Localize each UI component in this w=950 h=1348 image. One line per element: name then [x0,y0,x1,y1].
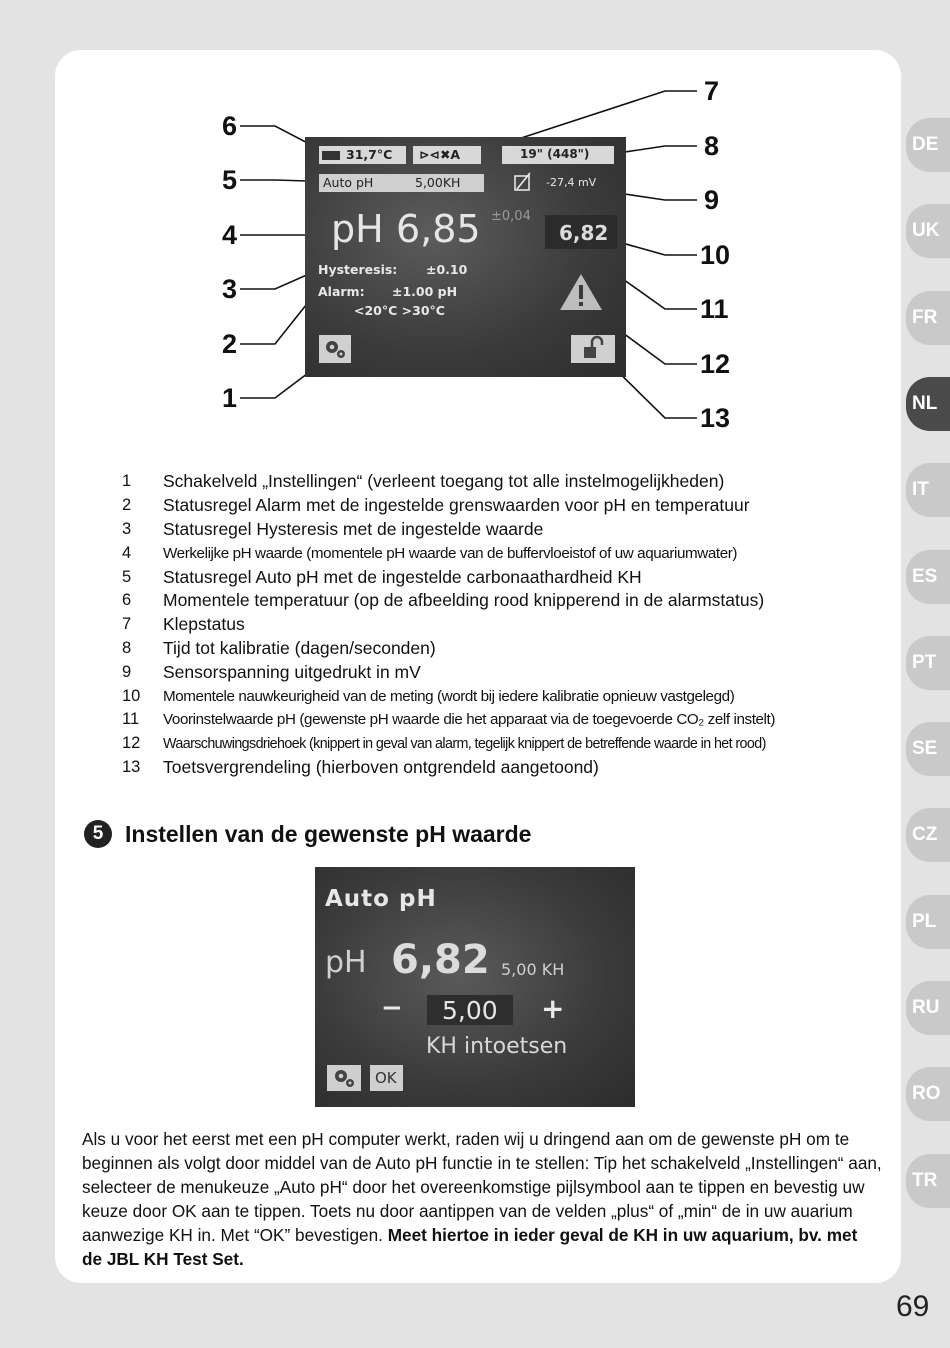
callout-3: 3 [222,274,238,304]
calibration-time: 19" (448") [502,146,614,164]
legend-number: 10 [122,686,141,705]
callout-10: 10 [700,240,731,270]
language-tab-uk[interactable]: UK [906,204,950,258]
measurement-accuracy: ±0,04 [491,209,531,224]
legend-text: Voorinstelwaarde pH (gewenste pH waarde die het apparaat via de toegevoerde CO₂ zelf instelt) [163,711,776,729]
auto-ph-status: Auto pH 5,00KH [319,174,484,192]
legend-item [122,589,882,613]
callout-9: 9 [704,185,720,215]
callout-12: 12 [700,349,731,379]
legend-text: Statusregel Hysteresis met de ingestelde waarde [163,518,544,539]
minus-button[interactable]: − [381,993,403,1023]
language-tab-ro[interactable]: RO [906,1067,950,1121]
legend-text: Tijd tot kalibratie (dagen/seconden) [163,637,436,658]
instruction-paragraph [82,1127,882,1271]
instruction-bold: Meet hiertoe in ieder geval de KH in uw aquarium, bv. met de JBL KH Test Set. [82,1225,858,1269]
ok-button[interactable]: OK [370,1065,403,1091]
callout-13: 13 [700,403,731,433]
legend-item [122,708,882,732]
legend-number: 7 [122,615,132,634]
legend-item [122,565,882,589]
hysteresis-value: ±0.10 [426,262,468,277]
language-tab-se[interactable]: SE [906,722,950,776]
language-tab-es[interactable]: ES [906,550,950,604]
temperature-field: 31,7°C [319,146,406,164]
kh-input[interactable]: 5,00 [427,995,513,1025]
language-tab-de[interactable]: DE [906,118,950,172]
language-tab-pl[interactable]: PL [906,895,950,949]
callout-8: 8 [704,131,720,161]
sensor-icon [513,172,533,192]
legend-text: Klepstatus [163,614,245,635]
legend-item [122,613,882,637]
unlocked-padlock-icon [571,335,615,363]
auto-ph-title: Auto pH [325,886,437,912]
language-tab-fr[interactable]: FR [906,291,950,345]
legend-item [122,756,882,780]
plus-button[interactable]: + [541,992,565,1025]
callout-11: 11 [700,294,729,324]
legend-number: 8 [122,638,132,657]
gears-icon [327,1065,361,1091]
setpoint-value: 6,82 [559,221,609,245]
callout-2: 2 [222,329,238,359]
language-tab-nl[interactable]: NL [906,377,950,431]
legend-number: 1 [122,472,132,491]
hysteresis-label: Hysteresis: [318,262,398,277]
legend-item [122,470,882,494]
ph-value: 6,85 [396,207,481,251]
legend-number: 4 [122,543,132,562]
callout-legend [122,470,882,779]
alarm-temperature: <20°C >30°C [354,303,445,318]
legend-item [122,637,882,661]
legend-item [122,732,882,756]
section-number: 5 [84,820,112,848]
legend-item [122,541,882,565]
legend-text: Momentele temperatuur (op de afbeelding rood knipperend in de alarmstatus) [163,590,765,611]
language-tab-tr[interactable]: TR [906,1154,950,1208]
ph-label: pH [325,945,367,980]
controller-display [305,137,626,377]
legend-item [122,684,882,708]
valve-icon: ⊳⊲✖A [419,147,461,162]
legend-number: 2 [122,496,132,515]
setpoint-box [545,215,617,249]
legend-text: Statusregel Auto pH met de ingestelde carbonaathardheid KH [163,566,642,587]
ph-value: 6,82 [391,937,490,983]
callout-1: 1 [222,383,238,413]
valve-status [413,146,481,164]
legend-text: Momentele nauwkeurigheid van de meting (wordt bij iedere kalibratie opnieuw vastgelegd) [163,687,735,705]
ph-label: pH [331,207,384,251]
legend-number: 12 [122,734,141,753]
auto-ph-display [315,867,635,1107]
legend-text: Waarschuwingsdriehoek (knippert in geval van alarm, tegelijk knippert de betreffende waarde in het rood) [163,735,766,752]
sensor-voltage: -27,4 mV [546,176,597,189]
legend-number: 11 [122,710,140,729]
language-tab-cz[interactable]: CZ [906,808,950,862]
legend-number: 9 [122,662,132,681]
kh-prompt: KH intoetsen [426,1034,568,1059]
section-heading [84,820,531,848]
instruction-text: Als u voor het eerst met een pH computer werkt, raden wij u dringend aan om de gewenste pH om te beginnen als volgt door middel van de Auto pH functie in te stellen: Tip het schakelveld „Instellingen“ aan, selecteer de menukeuze „Auto pH“ door het overeenkomstige pijlsymbool aan te tippen en bevestig uw keuze door OK aan te tippen. Toets nu door aantippen van de velden „plus“ of „min“ de in uw auarium aanwezige KH in. Met “OK” bevestigen. [82,1129,882,1245]
legend-text: Statusregel Alarm met de ingestelde grenswaarden voor pH en temperatuur [163,495,750,516]
warning-triangle-icon [558,272,604,312]
kh-value: 5,00 KH [501,960,565,979]
key-lock-button[interactable] [571,335,615,363]
alarm-value: ±1.00 pH [392,284,458,299]
gears-icon [319,335,351,363]
callout-5: 5 [222,165,238,195]
callout-4: 4 [222,220,238,250]
legend-number: 3 [122,519,132,538]
legend-number: 5 [122,567,132,586]
legend-text: Sensorspanning uitgedrukt in mV [163,661,421,682]
settings-button[interactable] [327,1065,361,1091]
language-tab-pt[interactable]: PT [906,636,950,690]
legend-item [122,660,882,684]
language-tab-ru[interactable]: RU [906,981,950,1035]
callout-7: 7 [704,76,720,106]
legend-number: 6 [122,591,132,610]
language-tab-it[interactable]: IT [906,463,950,517]
settings-button[interactable] [319,335,351,363]
page-number: 69 [896,1290,930,1323]
legend-text: Schakelveld „Instellingen“ (verleent toegang tot alle instelmogelijkheden) [163,471,725,492]
alarm-label: Alarm: [318,284,365,299]
legend-item [122,518,882,542]
legend-text: Werkelijke pH waarde (momentele pH waarde van de buffervloeistof of uw aquariumwater) [163,544,738,562]
callout-6: 6 [222,111,238,141]
legend-text: Toetsvergrendeling (hierboven ontgrendeld aangetoond) [163,756,599,777]
legend-item [122,494,882,518]
legend-number: 13 [122,757,141,776]
section-title: Instellen van de gewenste pH waarde [125,820,532,847]
thermometer-icon [322,149,342,162]
